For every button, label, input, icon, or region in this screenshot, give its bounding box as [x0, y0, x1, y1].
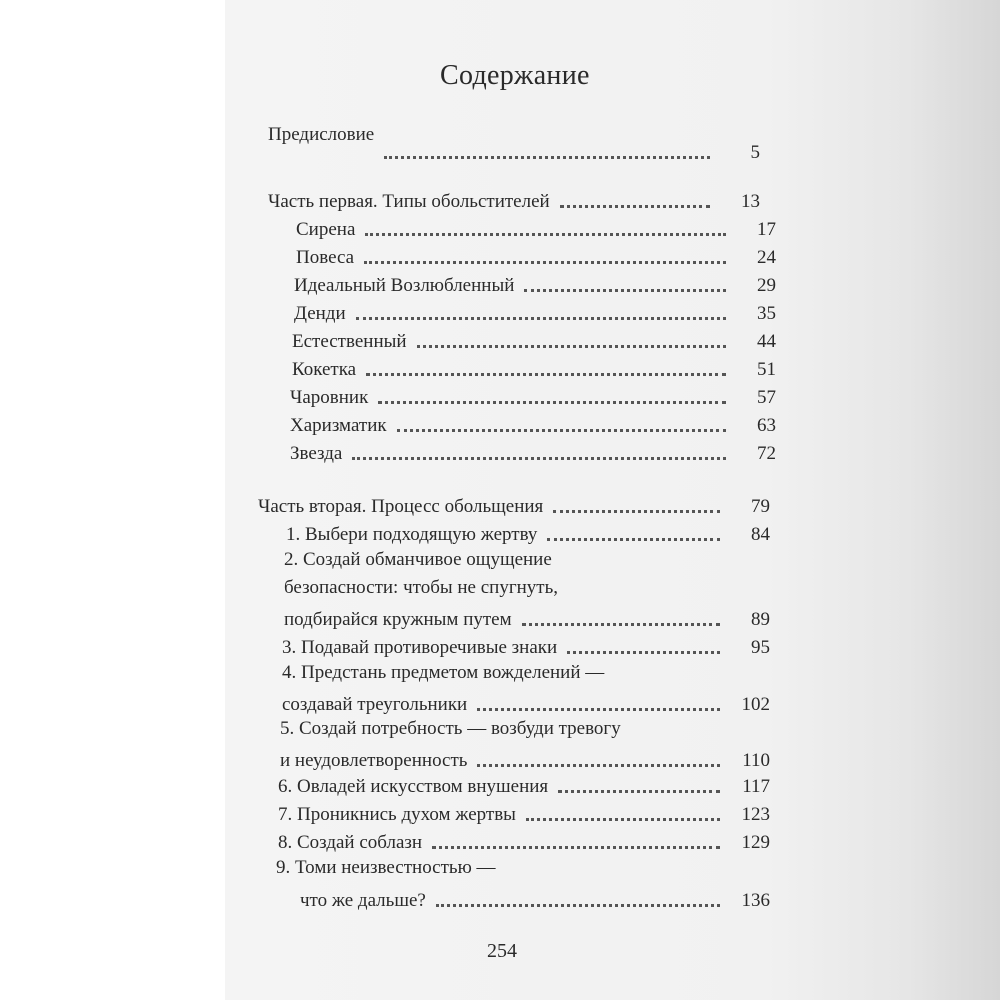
toc-entry [292, 327, 776, 353]
toc-entry [286, 520, 770, 546]
dot-leader [477, 763, 720, 767]
toc-entry [282, 690, 770, 716]
dot-leader [477, 707, 720, 711]
toc-entry-page: 89 [751, 609, 770, 630]
toc-entry-title: Предисловие [268, 124, 375, 145]
toc-entry-page: 5 [750, 142, 760, 163]
dot-leader [356, 316, 726, 320]
dot-leader [436, 903, 720, 907]
toc-entry [278, 828, 770, 854]
toc-entry-page: 35 [757, 303, 776, 324]
toc-entry [294, 299, 776, 325]
toc-entry-page: 129 [741, 832, 770, 853]
toc-entry-title: подбирайся кружным путем [284, 609, 512, 630]
toc-entry [294, 271, 776, 297]
dot-leader [384, 155, 710, 159]
toc-entry-page: 44 [757, 331, 776, 352]
dot-leader [352, 456, 726, 460]
dot-leader [560, 204, 710, 208]
toc-entry-page: 57 [757, 387, 776, 408]
toc-entry-title: Харизматик [290, 415, 387, 436]
toc-entry-title: Естественный [292, 331, 407, 352]
toc-entry-title: Сирена [296, 219, 356, 240]
toc-entry [278, 800, 770, 826]
toc-entry [282, 633, 770, 659]
dot-leader [553, 509, 720, 513]
toc-entry-title: Кокетка [292, 359, 357, 380]
toc-entry [300, 886, 770, 912]
toc-entry [280, 746, 770, 772]
dot-leader [567, 650, 720, 654]
dot-leader [397, 428, 726, 432]
toc-part-title: Часть вторая. Процесс обольщения [258, 496, 544, 517]
toc-entry-title: Денди [294, 303, 346, 324]
toc-entry [290, 439, 776, 465]
toc-entry-page: 63 [757, 415, 776, 436]
dot-leader [526, 817, 720, 821]
toc-entry-page: 102 [741, 694, 770, 715]
dot-leader [366, 372, 726, 376]
toc-part-page: 13 [741, 191, 760, 212]
dot-leader [417, 344, 726, 348]
dot-leader [432, 845, 720, 849]
toc-entry-title: Повеса [296, 247, 355, 268]
toc-entry-title: 7. Проникнись духом жертвы [278, 804, 516, 825]
toc-entry-page: 29 [757, 275, 776, 296]
dot-leader [547, 537, 720, 541]
toc-entry [290, 411, 776, 437]
dot-leader [365, 232, 726, 236]
toc-entry-page: 51 [757, 359, 776, 380]
toc-entry-page: 72 [757, 443, 776, 464]
toc-entry-preface [268, 124, 760, 164]
toc-entry-page: 123 [741, 804, 770, 825]
toc-part-title: Часть первая. Типы обольстителей [268, 191, 550, 212]
dot-leader [522, 622, 720, 626]
toc-entry-title-line: 2. Создай обманчивое ощущение [284, 549, 552, 570]
toc-entry [290, 383, 776, 409]
toc-entry-page: 136 [741, 890, 770, 911]
toc-entry-page: 17 [757, 219, 776, 240]
toc-entry-page: 117 [742, 776, 770, 797]
toc-entry-title: 3. Подавай противоречивые знаки [282, 637, 558, 658]
toc-entry-title-line: 4. Предстань предметом вожделений — [282, 662, 605, 683]
toc-entry-title: 8. Создай соблазн [278, 832, 423, 853]
toc-entry-title: Идеальный Возлюбленный [294, 275, 515, 296]
toc-entry-title-line: 5. Создай потребность — возбуди тревогу [280, 718, 621, 739]
dot-leader [524, 288, 726, 292]
toc-entry-page: 95 [751, 637, 770, 658]
toc-entry-page: 24 [757, 247, 776, 268]
toc-entry-title: 1. Выбери подходящую жертву [286, 524, 538, 545]
toc-entry-title: и неудовлетворенность [280, 750, 468, 771]
toc-part-1 [268, 187, 760, 213]
page-title: Содержание [440, 60, 590, 91]
dot-leader [364, 260, 726, 264]
toc-entry [296, 243, 776, 269]
dot-leader [558, 789, 720, 793]
toc-entry [284, 605, 770, 631]
toc-entry [296, 215, 776, 241]
toc-entry [292, 355, 776, 381]
toc-entry-title-line: безопасности: чтобы не спугнуть, [284, 577, 559, 598]
toc-entry-title: что же дальше? [300, 890, 426, 911]
toc-entry-title: 6. Овладей искусством внушения [278, 776, 549, 797]
toc-entry-title: Звезда [290, 443, 343, 464]
toc-entry-title: создавай треугольники [282, 694, 468, 715]
toc-part-page: 79 [751, 496, 770, 517]
toc-entry-title-line: 9. Томи неизвестностью — [276, 857, 496, 878]
toc-part-2 [258, 492, 770, 518]
toc-entry-title: Чаровник [290, 387, 369, 408]
dot-leader [378, 400, 726, 404]
page-number: 254 [487, 940, 517, 962]
toc-entry [278, 772, 770, 798]
toc-entry-page: 84 [751, 524, 770, 545]
toc-entry-page: 110 [742, 750, 770, 771]
